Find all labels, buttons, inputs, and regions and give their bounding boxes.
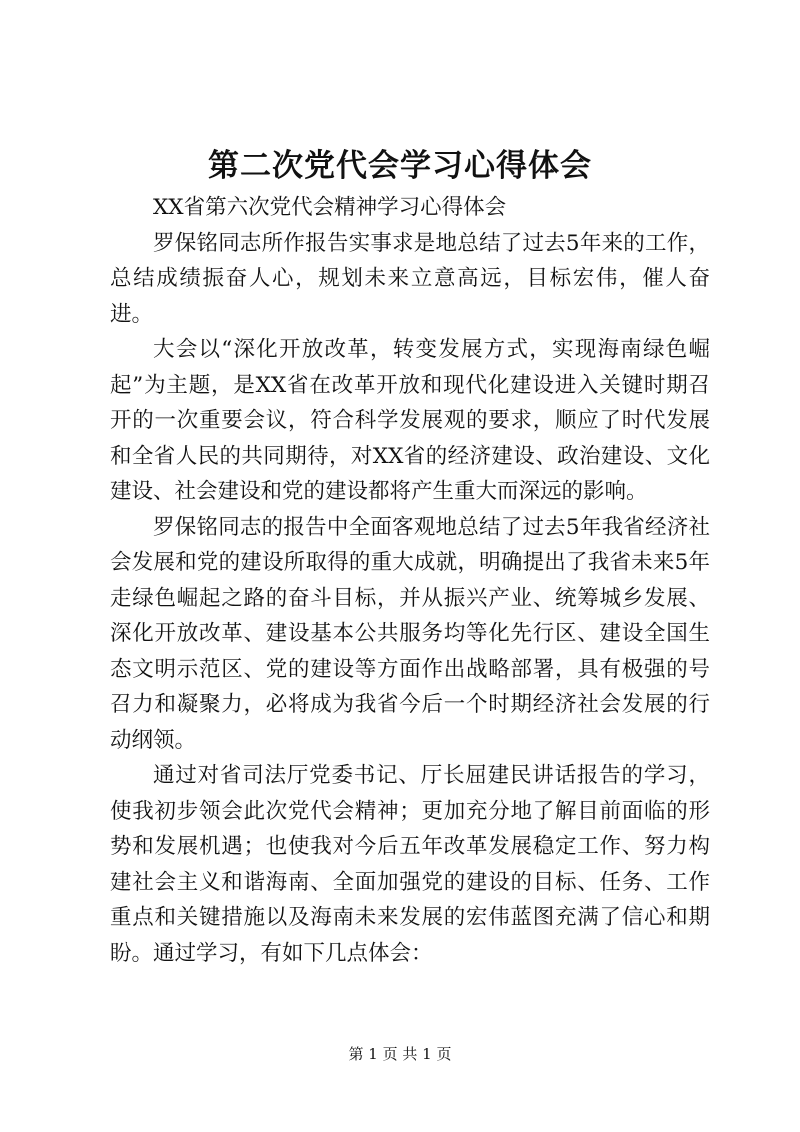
document-body — [110, 190, 710, 971]
body-paragraph: 大会以“深化开放改革，转变发展方式，实现海南绿色崛起”为主题，是XX省在改革开放和现代化建设进入关键时期召开的一次重要会议，符合科学发展观的要求，顺应了时代发展和全省人民的共同期待，对XX省的经济建设、政治建设、文化建设、社会建设和党的建设都将产生重大而深远的影响。 — [110, 337, 710, 504]
subtitle-paragraph: XX省第六次党代会精神学习心得体会 — [153, 195, 507, 220]
body-paragraph: 罗保铭同志的报告中全面客观地总结了过去5年我省经济社会发展和党的建设所取得的重大成就，明确提出了我省未来5年走绿色崛起之路的奋斗目标，并从振兴产业、统筹城乡发展、深化开放改革、建设基本公共服务均等化先行区、建设全国生态文明示范区、党的建设等方面作出战略部署，具有极强的号召力和凝聚力，必将成为我省今后一个时期经济社会发展的行动纲领。 — [110, 514, 710, 753]
page-number-footer: 第 1 页 共 1 页 — [348, 1045, 452, 1063]
document-title: 第二次党代会学习心得体会 — [208, 148, 592, 184]
body-paragraph: 罗保铭同志所作报告实事求是地总结了过去5年来的工作，总结成绩振奋人心，规划未来立意高远，目标宏伟，催人奋进。 — [110, 230, 710, 327]
body-paragraph: 通过对省司法厅党委书记、厅长屈建民讲话报告的学习，使我初步领会此次党代会精神；更加充分地了解目前面临的形势和发展机遇；也使我对今后五年改革发展稳定工作、努力构建社会主义和谐海南、全面加强党的建设的目标、任务、工作重点和关键措施以及海南未来发展的宏伟蓝图充满了信心和期盼。通过学习，有如下几点体会： — [110, 763, 710, 966]
